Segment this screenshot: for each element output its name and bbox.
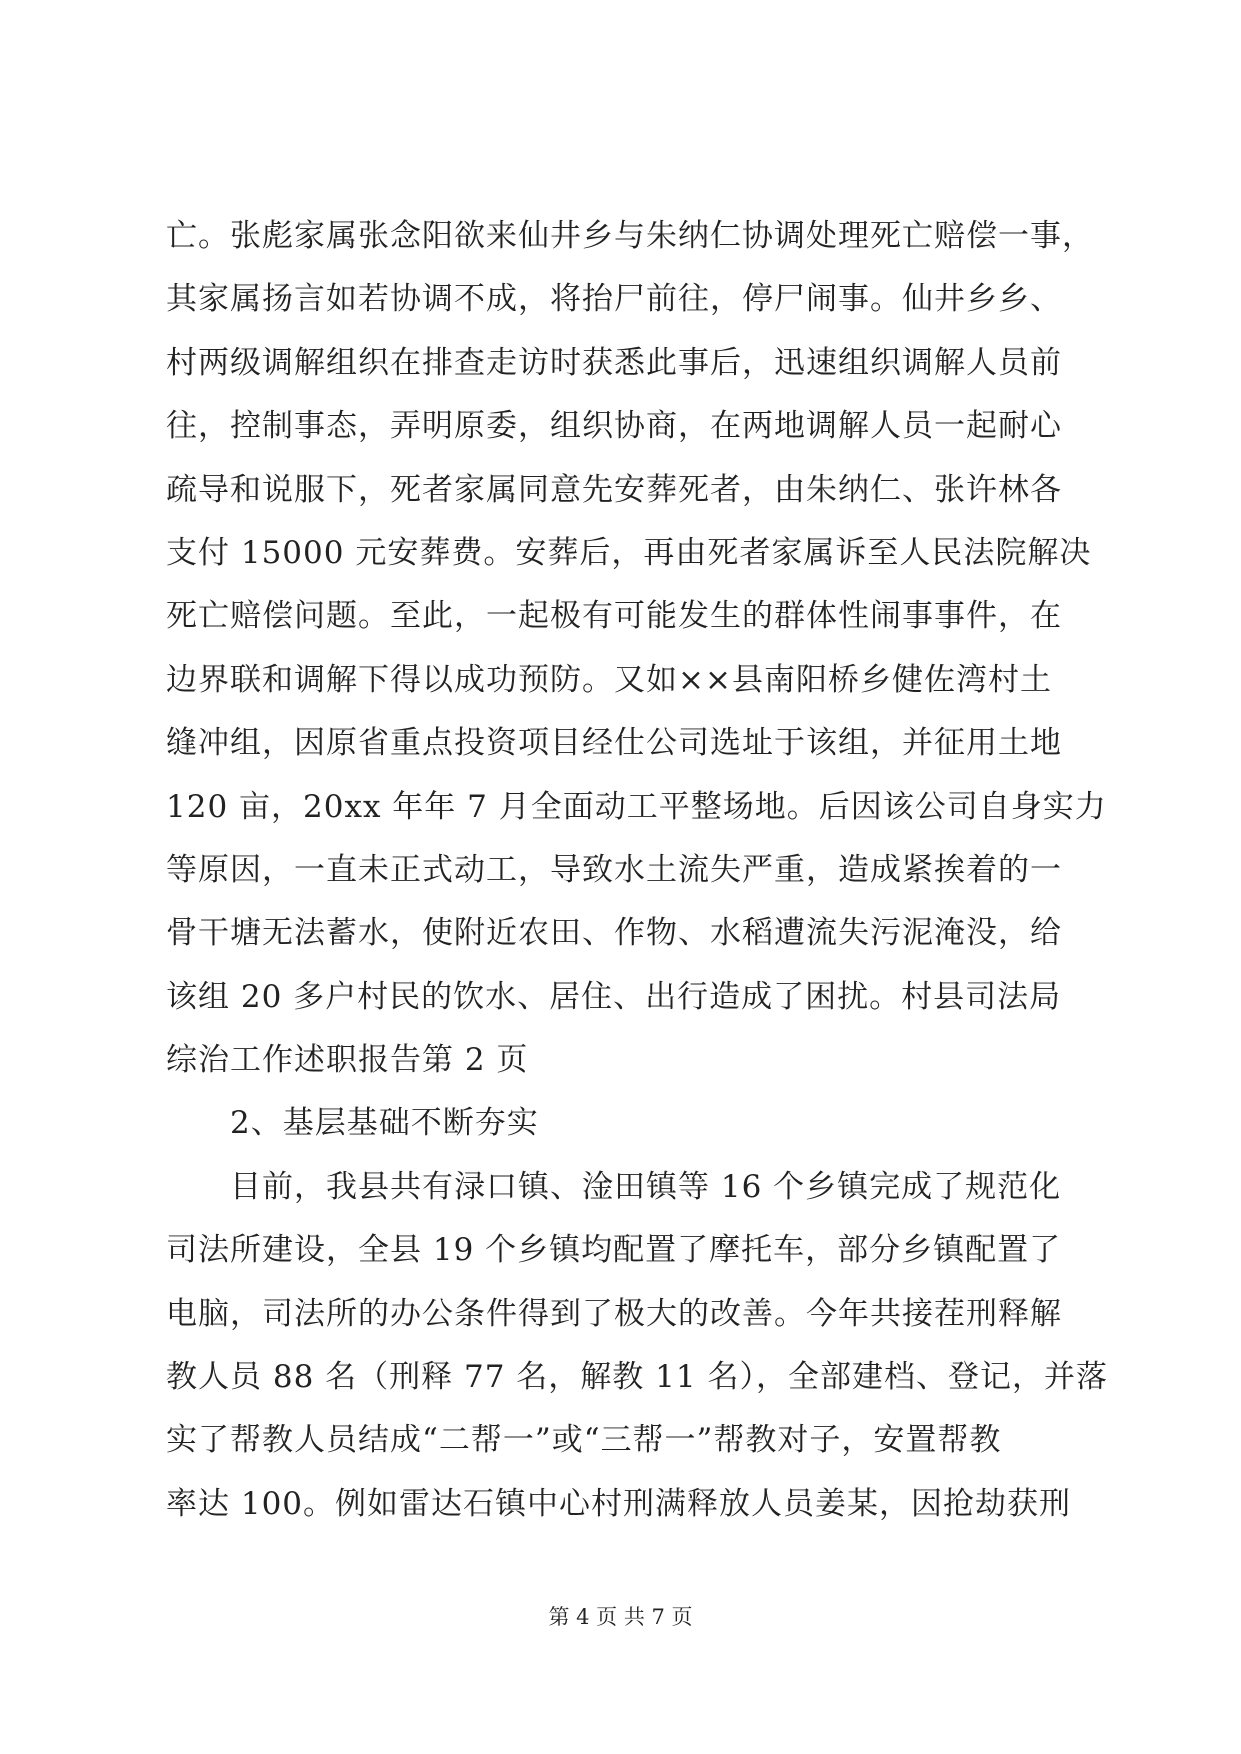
text-line: 综治工作述职报告第 2 页 — [166, 1042, 529, 1079]
text-line: 电脑，司法所的办公条件得到了极大的改善。今年共接茬刑释解 — [166, 1295, 1062, 1332]
text-line: 教人员 88 名（刑释 77 名，解教 11 名），全部建档、登记，并落 — [166, 1359, 1108, 1396]
text-line: 疏导和说服下，死者家属同意先安葬死者，由朱纳仁、张许林各 — [166, 471, 1062, 508]
text-line: 司法所建设，全县 19 个乡镇均配置了摩托车，部分乡镇配置了 — [166, 1232, 1062, 1269]
text-line: 亡。张彪家属张念阳欲来仙井乡与朱纳仁协调处理死亡赔偿一事， — [166, 218, 1094, 254]
section-heading: 2、基层基础不断夯实 — [166, 1105, 539, 1142]
text-line: 率达 100。例如雷达石镇中心村刑满释放人员姜某，因抢劫获刑 — [166, 1485, 1072, 1522]
body-text — [166, 205, 1108, 1536]
text-line: 120 亩，20xx 年年 7 月全面动工平整场地。后因该公司自身实力 — [166, 788, 1107, 825]
text-line: 该组 20 多户村民的饮水、居住、出行造成了困扰。村县司法局 — [166, 978, 1062, 1015]
text-line: 边界联和调解下得以成功预防。又如××县南阳桥乡健佐湾村土 — [166, 661, 1052, 698]
text-line: 目前，我县共有渌口镇、淦田镇等 16 个乡镇完成了规范化 — [166, 1168, 1062, 1205]
text-line: 骨干塘无法蓄水，使附近农田、作物、水稻遭流失污泥淹没，给 — [166, 915, 1062, 952]
text-line: 等原因，一直未正式动工，导致水土流失严重，造成紧挨着的一 — [166, 851, 1062, 888]
page-footer — [0, 1602, 1241, 1632]
text-line: 死亡赔偿问题。至此，一起极有可能发生的群体性闹事事件，在 — [166, 598, 1062, 635]
text-line: 往，控制事态，弄明原委，组织协商，在两地调解人员一起耐心 — [166, 408, 1062, 445]
text-line: 缝冲组，因原省重点投资项目经仕公司选址于该组，并征用土地 — [166, 725, 1062, 762]
text-line: 村两级调解组织在排查走访时获悉此事后，迅速组织调解人员前 — [166, 344, 1062, 381]
text-line: 支付 15000 元安葬费。安葬后，再由死者家属诉至人民法院解决 — [166, 534, 1092, 571]
page-number: 第 4 页 共 7 页 — [548, 1605, 693, 1629]
text-line: 其家属扬言如若协调不成，将抬尸前往，停尸闹事。仙井乡乡、 — [166, 281, 1062, 318]
text-line: 实了帮教人员结成“二帮一”或“三帮一”帮教对子，安置帮教 — [166, 1422, 1002, 1459]
